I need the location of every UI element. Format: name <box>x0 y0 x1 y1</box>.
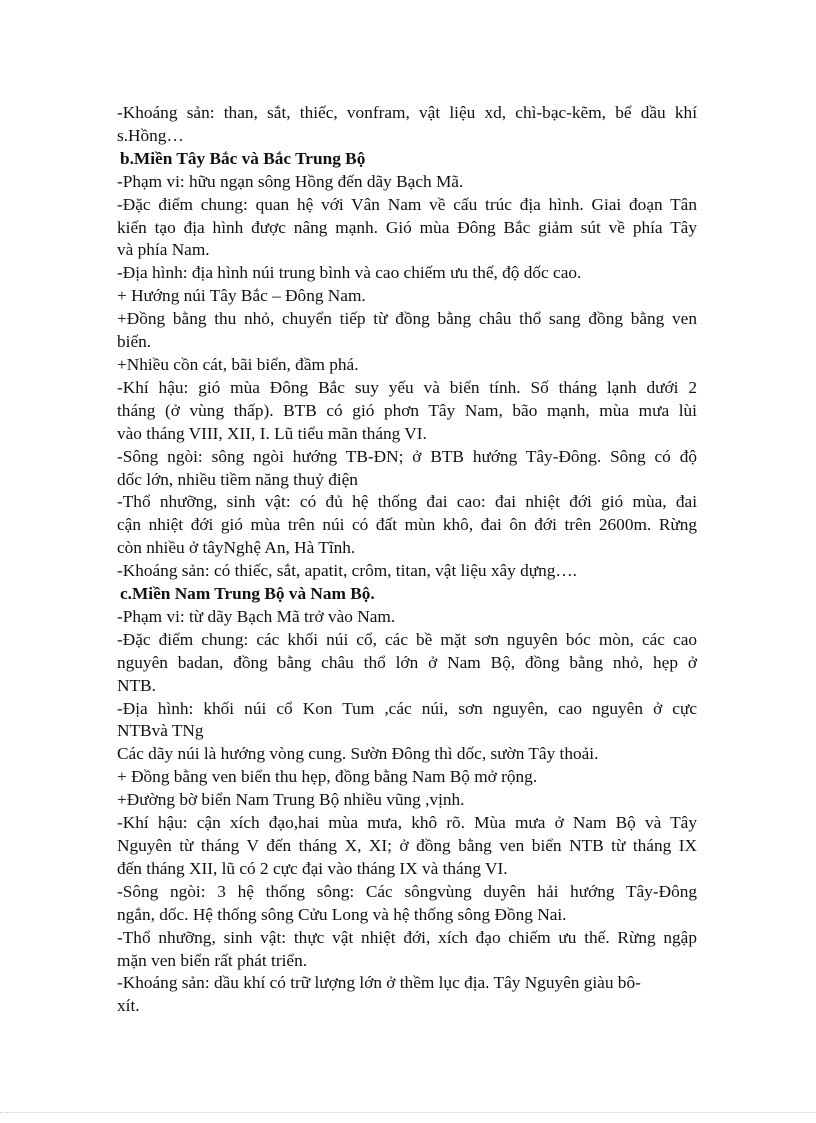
text-line: xít. <box>117 996 140 1016</box>
text-line: dốc lớn, nhiều tiềm năng thuỷ điện <box>117 469 358 489</box>
text-line: +Đường bờ biển Nam Trung Bộ nhiều vũng ,vịnh. <box>117 790 465 810</box>
text-line: -Khoáng sản: dầu khí có trữ lượng lớn ở thềm lục địa. Tây Nguyên giàu bô- <box>117 973 641 993</box>
text-line: -Thổ nhưỡng, sinh vật: thực vật nhiệt đới, xích đạo chiếm ưu thế. Rừng ngập <box>117 927 697 947</box>
text-line: -Địa hình: địa hình núi trung bình và cao chiếm ưu thế, độ dốc cao. <box>117 263 582 283</box>
text-line: ngắn, dốc. Hệ thống sông Cửu Long và hệ thống sông Đồng Nai. <box>117 904 567 924</box>
text-line: còn nhiều ở tâyNghệ An, Hà Tĩnh. <box>117 538 356 558</box>
text-line: +Nhiều cồn cát, bãi biển, đầm phá. <box>117 354 359 374</box>
text-line: -Khoáng sản: than, sắt, thiếc, vonfram, vật liệu xd, chì-bạc-kẽm, bể dầu khí <box>117 103 697 122</box>
text-line: -Khí hậu: gió mùa Đông Bắc suy yếu và biến tính. Số tháng lạnh dưới 2 <box>117 377 697 397</box>
text-line: vào tháng VIII, XII, I. Lũ tiểu mãn tháng VI. <box>117 423 427 443</box>
text-line: -Đặc điểm chung: các khối núi cổ, các bề mặt sơn nguyên bóc mòn, các cao <box>117 629 697 649</box>
text-line: nguyên badan, đồng bằng châu thổ lớn ở Nam Bộ, đồng bằng nhỏ, hẹp ở <box>117 652 697 672</box>
text-line: Nguyên từ tháng V đến tháng X, XI; ở đồng bằng ven biển NTB từ tháng IX <box>117 836 697 855</box>
text-line: mặn ven biển rất phát triển. <box>117 950 308 970</box>
text-line: NTB. <box>117 675 156 695</box>
document-body <box>117 102 697 1018</box>
section-heading: c.Miền Nam Trung Bộ và Nam Bộ. <box>120 584 375 604</box>
text-line: -Khoáng sản: có thiếc, sắt, apatit, crôm, titan, vật liệu xây dựng…. <box>117 561 577 581</box>
text-line: -Phạm vi: hữu ngạn sông Hồng đến dãy Bạch Mã. <box>117 171 464 191</box>
text-line: -Thổ nhưỡng, sinh vật: có đủ hệ thống đai cao: đai nhiệt đới gió mùa, đai <box>117 492 697 512</box>
text-line: tháng (ở vùng thấp). BTB có gió phơn Tây Nam, bão mạnh, mùa mưa lùi <box>117 400 697 420</box>
text-line: s.Hồng… <box>117 125 184 145</box>
text-line: -Đặc điểm chung: quan hệ với Vân Nam về cấu trúc địa hình. Giai đoạn Tân <box>117 194 697 214</box>
text-line: -Sông ngòi: sông ngòi hướng TB-ĐN; ở BTB hướng Tây-Đông. Sông có độ <box>117 446 697 466</box>
section-heading: b.Miền Tây Bắc và Bắc Trung Bộ <box>120 148 366 168</box>
text-line: đến tháng XII, lũ có 2 cực đại vào tháng IX và tháng VI. <box>117 858 508 878</box>
text-line: -Sông ngòi: 3 hệ thống sông: Các sôngvùng duyên hải hướng Tây-Đông <box>117 881 697 901</box>
text-line: -Phạm vi: từ dãy Bạch Mã trở vào Nam. <box>117 606 396 626</box>
text-line: kiến tạo địa hình được nâng mạnh. Gió mùa Đông Bắc giảm sút về phía Tây <box>117 217 697 237</box>
text-line: NTBvà TNg <box>117 721 204 741</box>
text-line: cận nhiệt đới gió mùa trên núi có đất mùn khô, đai ôn đới trên 2600m. Rừng <box>117 515 697 535</box>
text-line: + Hướng núi Tây Bắc – Đông Nam. <box>117 286 366 306</box>
text-line: + Đồng bằng ven biển thu hẹp, đồng bằng Nam Bộ mở rộng. <box>117 767 538 787</box>
text-line: biển. <box>117 332 152 352</box>
text-line: và phía Nam. <box>117 240 210 260</box>
text-line: +Đồng bằng thu nhỏ, chuyển tiếp từ đồng bằng châu thổ sang đồng bằng ven <box>117 309 697 329</box>
text-line: -Địa hình: khối núi cổ Kon Tum ,các núi, sơn nguyên, cao nguyên ở cực <box>117 698 697 718</box>
page-bottom-border <box>0 1112 816 1113</box>
text-line: -Khí hậu: cận xích đạo,hai mùa mưa, khô rõ. Mùa mưa ở Nam Bộ và Tây <box>117 813 697 833</box>
text-line: Các dãy núi là hướng vòng cung. Sườn Đông thì dốc, sườn Tây thoải. <box>117 744 599 764</box>
